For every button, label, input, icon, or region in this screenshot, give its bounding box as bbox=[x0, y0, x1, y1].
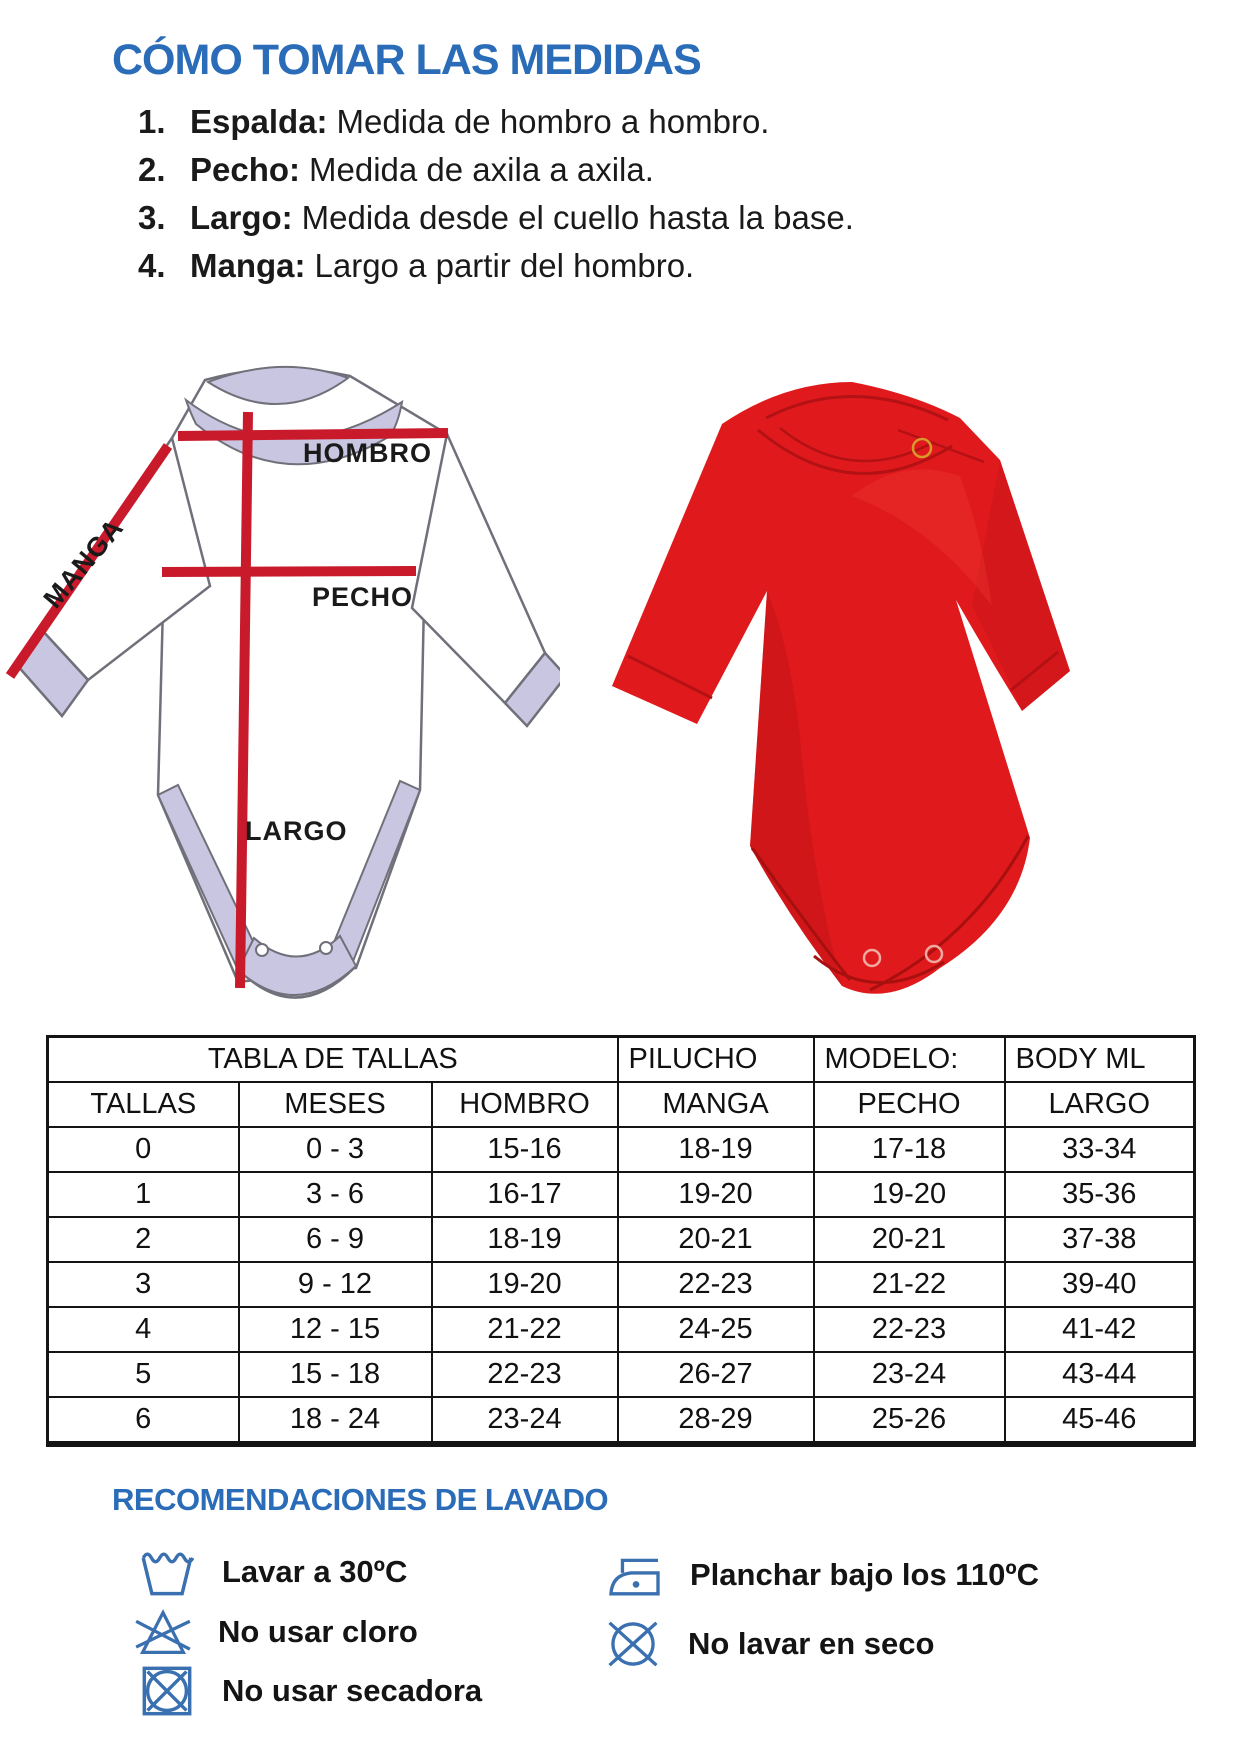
cell: 9 - 12 bbox=[239, 1262, 432, 1307]
table-row bbox=[48, 1172, 1195, 1217]
instruction-desc: Medida de hombro a hombro. bbox=[336, 103, 770, 140]
model-header-body-ml: BODY ML bbox=[1005, 1037, 1195, 1083]
table-row bbox=[48, 1127, 1195, 1172]
largo-label: LARGO bbox=[245, 816, 348, 846]
cell: 43-44 bbox=[1005, 1352, 1195, 1397]
cell: 0 - 3 bbox=[239, 1127, 432, 1172]
col-header-hombro: HOMBRO bbox=[432, 1082, 618, 1127]
instruction-desc: Largo a partir del hombro. bbox=[314, 247, 695, 284]
cell: 3 - 6 bbox=[239, 1172, 432, 1217]
cell: 25-26 bbox=[814, 1397, 1005, 1444]
instruction-number: 3. bbox=[138, 199, 166, 236]
cell: 19-20 bbox=[432, 1262, 618, 1307]
cell: 20-21 bbox=[814, 1217, 1005, 1262]
cell: 24-25 bbox=[618, 1307, 814, 1352]
hombro-line bbox=[178, 433, 448, 436]
care-label: No lavar en seco bbox=[688, 1626, 935, 1661]
no-bleach-icon bbox=[134, 1604, 192, 1660]
instruction-term: Espalda: bbox=[190, 103, 328, 140]
cell: 18-19 bbox=[432, 1217, 618, 1262]
cell: 1 bbox=[48, 1172, 239, 1217]
table-row bbox=[48, 1397, 1195, 1444]
measure-instructions bbox=[138, 98, 854, 290]
instruction-term: Largo: bbox=[190, 199, 293, 236]
instruction-desc: Medida de axila a axila. bbox=[309, 151, 654, 188]
cell: 3 bbox=[48, 1262, 239, 1307]
instruction-largo bbox=[138, 194, 854, 242]
instruction-pecho bbox=[138, 146, 854, 194]
snap-left bbox=[256, 944, 268, 956]
pecho-line bbox=[162, 571, 416, 572]
cell: 17-18 bbox=[814, 1127, 1005, 1172]
cell: 18-19 bbox=[618, 1127, 814, 1172]
care-label: Lavar a 30ºC bbox=[222, 1554, 408, 1589]
care-item-iron-110 bbox=[606, 1552, 1039, 1598]
red-bodysuit-photo bbox=[552, 356, 1202, 1016]
instruction-term: Pecho: bbox=[190, 151, 301, 188]
cell: 19-20 bbox=[814, 1172, 1005, 1217]
cell: 0 bbox=[48, 1127, 239, 1172]
measurement-diagram bbox=[0, 358, 560, 1008]
care-label: No usar cloro bbox=[218, 1614, 418, 1649]
cell: 5 bbox=[48, 1352, 239, 1397]
cell: 41-42 bbox=[1005, 1307, 1195, 1352]
instruction-manga bbox=[138, 242, 854, 290]
cell: 39-40 bbox=[1005, 1262, 1195, 1307]
cell: 6 - 9 bbox=[239, 1217, 432, 1262]
cell: 21-22 bbox=[814, 1262, 1005, 1307]
col-header-pecho: PECHO bbox=[814, 1082, 1005, 1127]
cell: 23-24 bbox=[814, 1352, 1005, 1397]
table-row bbox=[48, 1352, 1195, 1397]
cell: 19-20 bbox=[618, 1172, 814, 1217]
cell: 15 - 18 bbox=[239, 1352, 432, 1397]
instruction-term: Manga: bbox=[190, 247, 306, 284]
cell: 18 - 24 bbox=[239, 1397, 432, 1444]
care-item-no-dry-clean bbox=[604, 1616, 934, 1672]
cell: 28-29 bbox=[618, 1397, 814, 1444]
col-header-manga: MANGA bbox=[618, 1082, 814, 1127]
col-header-tallas: TALLAS bbox=[48, 1082, 239, 1127]
cell: 35-36 bbox=[1005, 1172, 1195, 1217]
cell: 22-23 bbox=[432, 1352, 618, 1397]
cell: 21-22 bbox=[432, 1307, 618, 1352]
cell: 37-38 bbox=[1005, 1217, 1195, 1262]
care-section-title: RECOMENDACIONES DE LAVADO bbox=[112, 1482, 609, 1517]
cell: 22-23 bbox=[618, 1262, 814, 1307]
table-row bbox=[48, 1307, 1195, 1352]
instruction-number: 2. bbox=[138, 151, 166, 188]
cell: 23-24 bbox=[432, 1397, 618, 1444]
table-column-header-row bbox=[48, 1082, 1195, 1127]
cell: 20-21 bbox=[618, 1217, 814, 1262]
col-header-meses: MESES bbox=[239, 1082, 432, 1127]
care-item-no-dryer bbox=[138, 1664, 482, 1718]
hombro-label: HOMBRO bbox=[303, 438, 432, 468]
page-title: CÓMO TOMAR LAS MEDIDAS bbox=[112, 36, 701, 84]
cell: 33-34 bbox=[1005, 1127, 1195, 1172]
no-dry-clean-icon bbox=[604, 1616, 662, 1672]
cell: 22-23 bbox=[814, 1307, 1005, 1352]
table-row bbox=[48, 1262, 1195, 1307]
wash-30-icon bbox=[138, 1546, 196, 1598]
cell: 2 bbox=[48, 1217, 239, 1262]
col-header-largo: LARGO bbox=[1005, 1082, 1195, 1127]
size-table bbox=[46, 1035, 1196, 1447]
cell: 6 bbox=[48, 1397, 239, 1444]
instruction-number: 4. bbox=[138, 247, 166, 284]
care-label: Planchar bajo los 110ºC bbox=[690, 1557, 1040, 1592]
manga-label: MANGA bbox=[37, 512, 130, 614]
cell: 16-17 bbox=[432, 1172, 618, 1217]
cell: 4 bbox=[48, 1307, 239, 1352]
cell: 45-46 bbox=[1005, 1397, 1195, 1444]
model-header-modelo: MODELO: bbox=[814, 1037, 1005, 1083]
care-label: No usar secadora bbox=[222, 1673, 483, 1708]
cell: 12 - 15 bbox=[239, 1307, 432, 1352]
care-item-wash-30 bbox=[138, 1546, 407, 1598]
instruction-number: 1. bbox=[138, 103, 166, 140]
group-header-cell: TABLA DE TALLAS bbox=[48, 1037, 618, 1083]
iron-max-110-icon bbox=[606, 1552, 664, 1598]
instruction-desc: Medida desde el cuello hasta la base. bbox=[301, 199, 854, 236]
instruction-espalda bbox=[138, 98, 854, 146]
table-group-header-row bbox=[48, 1037, 1195, 1083]
cell: 15-16 bbox=[432, 1127, 618, 1172]
table-row bbox=[48, 1217, 1195, 1262]
snap-right bbox=[320, 942, 332, 954]
no-dryer-icon bbox=[138, 1664, 196, 1718]
model-header-pilucho: PILUCHO bbox=[618, 1037, 814, 1083]
cell: 26-27 bbox=[618, 1352, 814, 1397]
pecho-label: PECHO bbox=[312, 582, 414, 612]
care-item-no-bleach bbox=[134, 1604, 418, 1660]
